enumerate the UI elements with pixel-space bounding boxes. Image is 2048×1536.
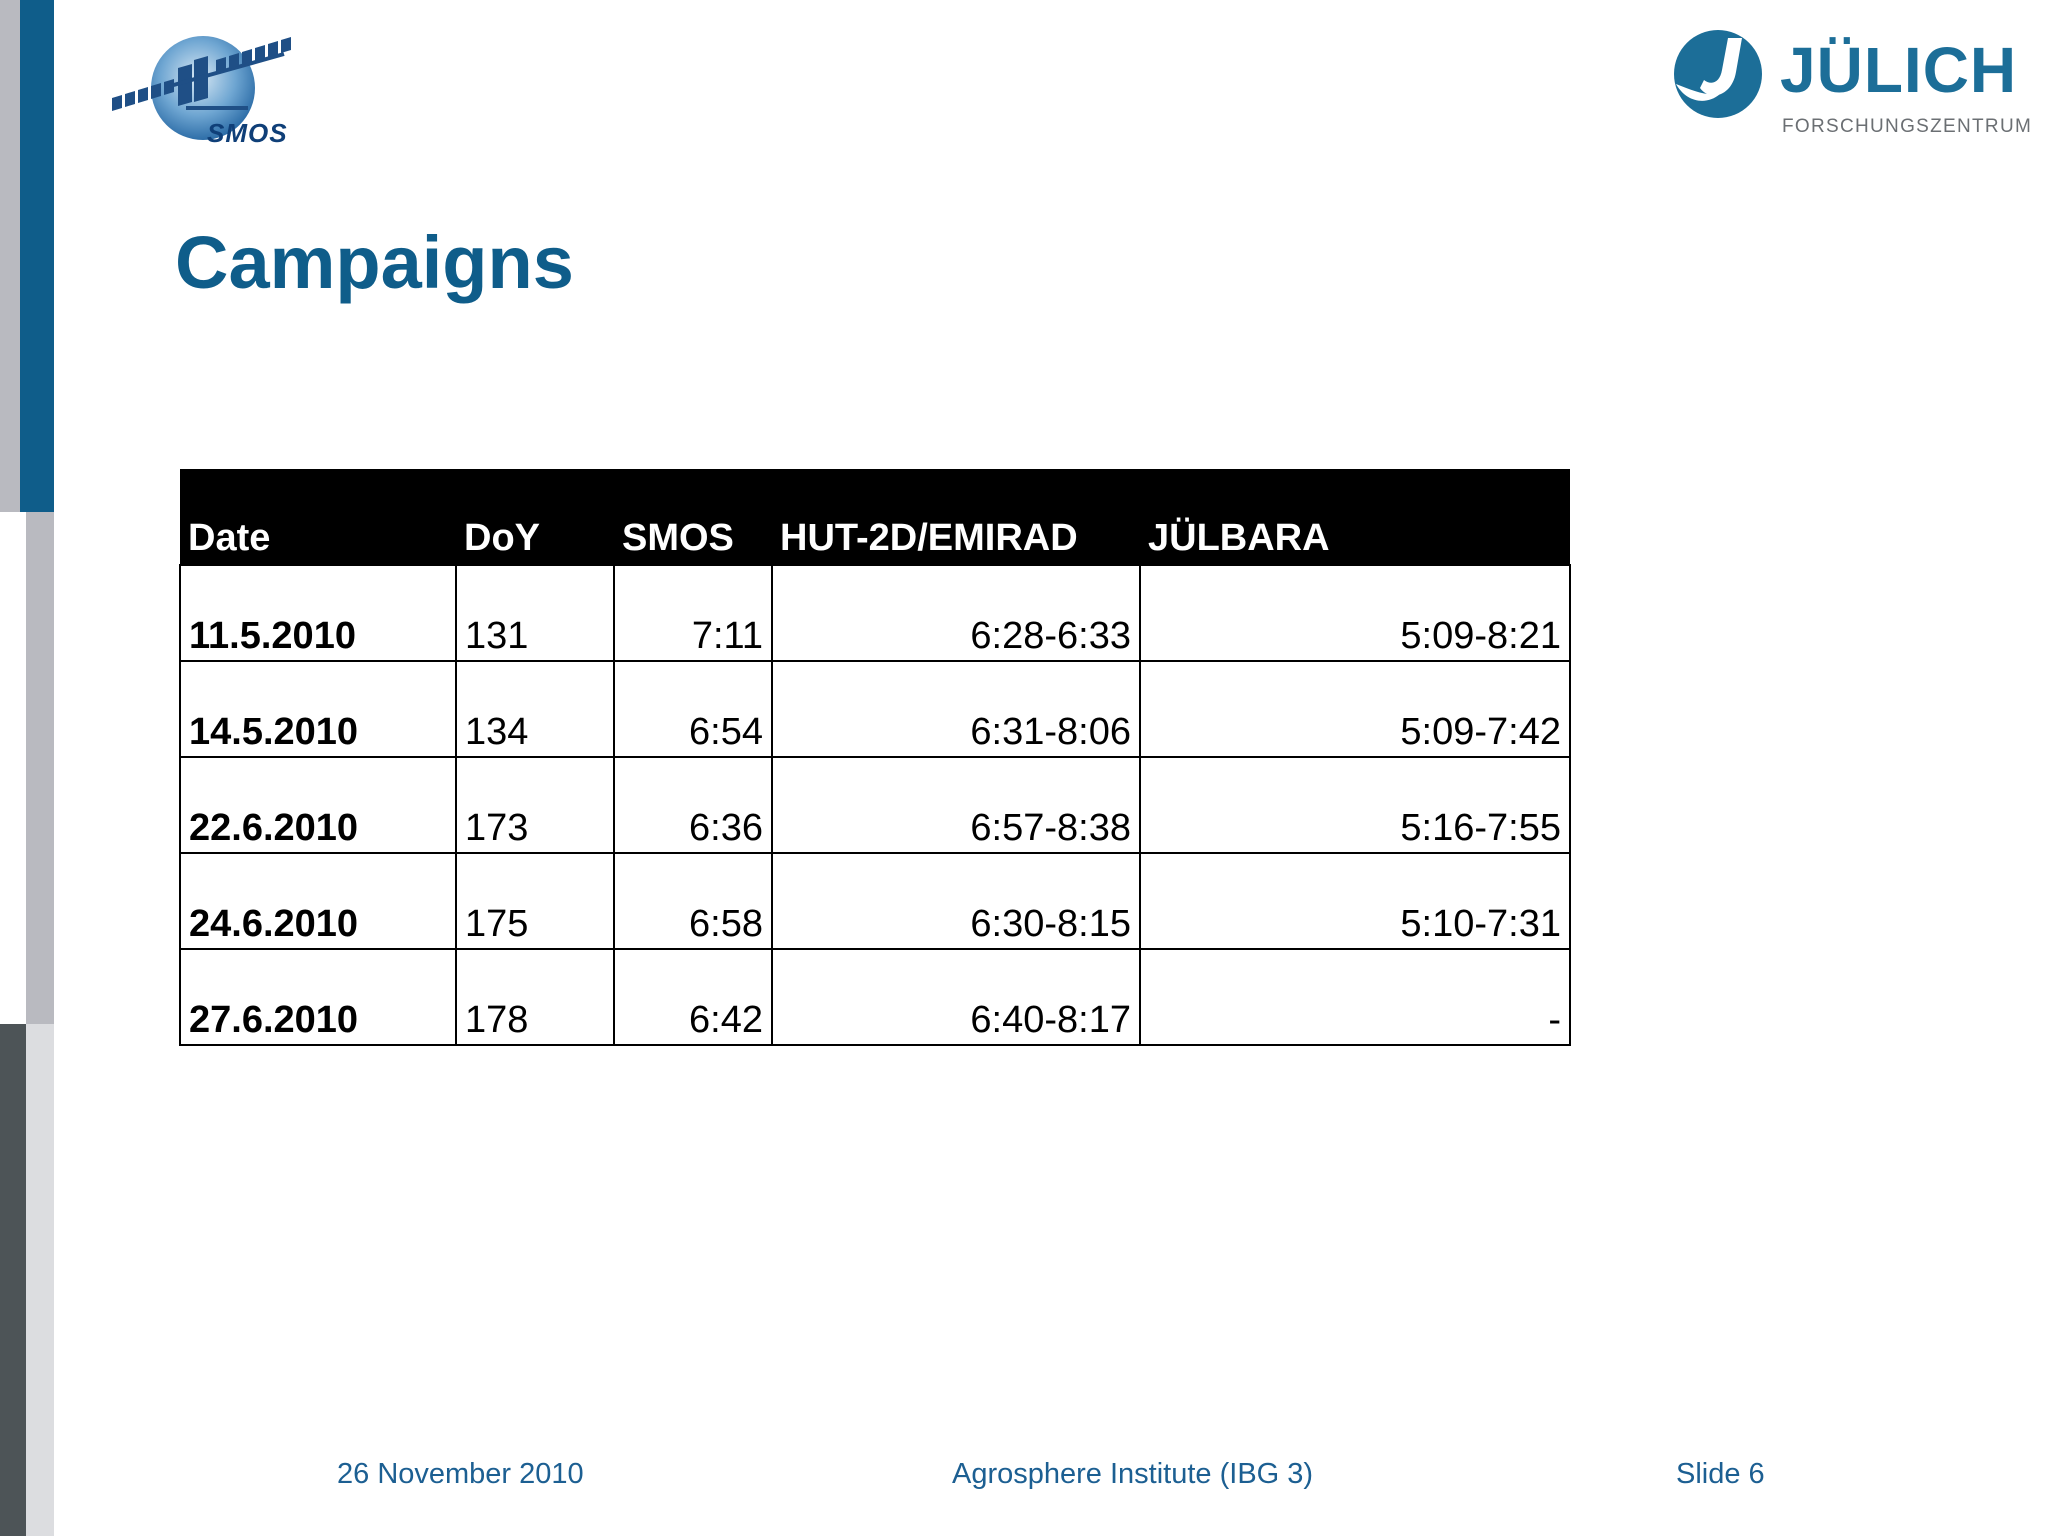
cell-hut-emirad: 6:28-6:33 [772,565,1140,661]
footer-institute: Agrosphere Institute (IBG 3) [952,1458,1314,1490]
header-doy: DoY [456,469,614,565]
cell-smos: 7:11 [614,565,772,661]
cell-smos: 6:58 [614,853,772,949]
table-row [180,565,1570,661]
footer-date: 26 November 2010 [337,1458,584,1490]
side-stripe-pale-gray [26,1024,54,1536]
cell-doy: 134 [456,661,614,757]
side-stripe-white [0,512,26,1024]
julich-logo-icon [1670,26,1766,122]
cell-hut-emirad: 6:31-8:06 [772,661,1140,757]
julich-logo-subtitle: FORSCHUNGSZENTRUM [1782,116,2033,137]
header-smos: SMOS [614,469,772,565]
cell-date: 27.6.2010 [180,949,456,1045]
cell-date: 11.5.2010 [180,565,456,661]
cell-date: 14.5.2010 [180,661,456,757]
table-row [180,949,1570,1045]
cell-hut-emirad: 6:30-8:15 [772,853,1140,949]
table-row [180,757,1570,853]
table-row [180,853,1570,949]
cell-julbara: 5:10-7:31 [1140,853,1570,949]
julich-logo-name: JÜLICH [1780,34,2018,106]
footer-slide-number: Slide 6 [1676,1458,1765,1490]
cell-doy: 173 [456,757,614,853]
table-row [180,661,1570,757]
table-header-row [180,469,1570,565]
header-date: Date [180,469,456,565]
page-title: Campaigns [175,221,574,304]
cell-date: 22.6.2010 [180,757,456,853]
cell-doy: 178 [456,949,614,1045]
side-stripe-blue [20,0,54,512]
header-julbara: JÜLBARA [1140,469,1570,565]
header-hut-emirad: HUT-2D/EMIRAD [772,469,1140,565]
cell-hut-emirad: 6:57-8:38 [772,757,1140,853]
cell-julbara: 5:09-7:42 [1140,661,1570,757]
side-stripe-dark-gray [0,1024,26,1536]
cell-julbara: 5:16-7:55 [1140,757,1570,853]
side-stripe-light-gray [26,512,54,1024]
cell-doy: 131 [456,565,614,661]
cell-date: 24.6.2010 [180,853,456,949]
cell-julbara: - [1140,949,1570,1045]
cell-smos: 6:36 [614,757,772,853]
smos-logo-text: SMOS [207,118,288,148]
cell-smos: 6:54 [614,661,772,757]
cell-doy: 175 [456,853,614,949]
cell-smos: 6:42 [614,949,772,1045]
campaign-table [179,469,1571,1046]
cell-hut-emirad: 6:40-8:17 [772,949,1140,1045]
cell-julbara: 5:09-8:21 [1140,565,1570,661]
side-stripe-gray [0,0,20,512]
